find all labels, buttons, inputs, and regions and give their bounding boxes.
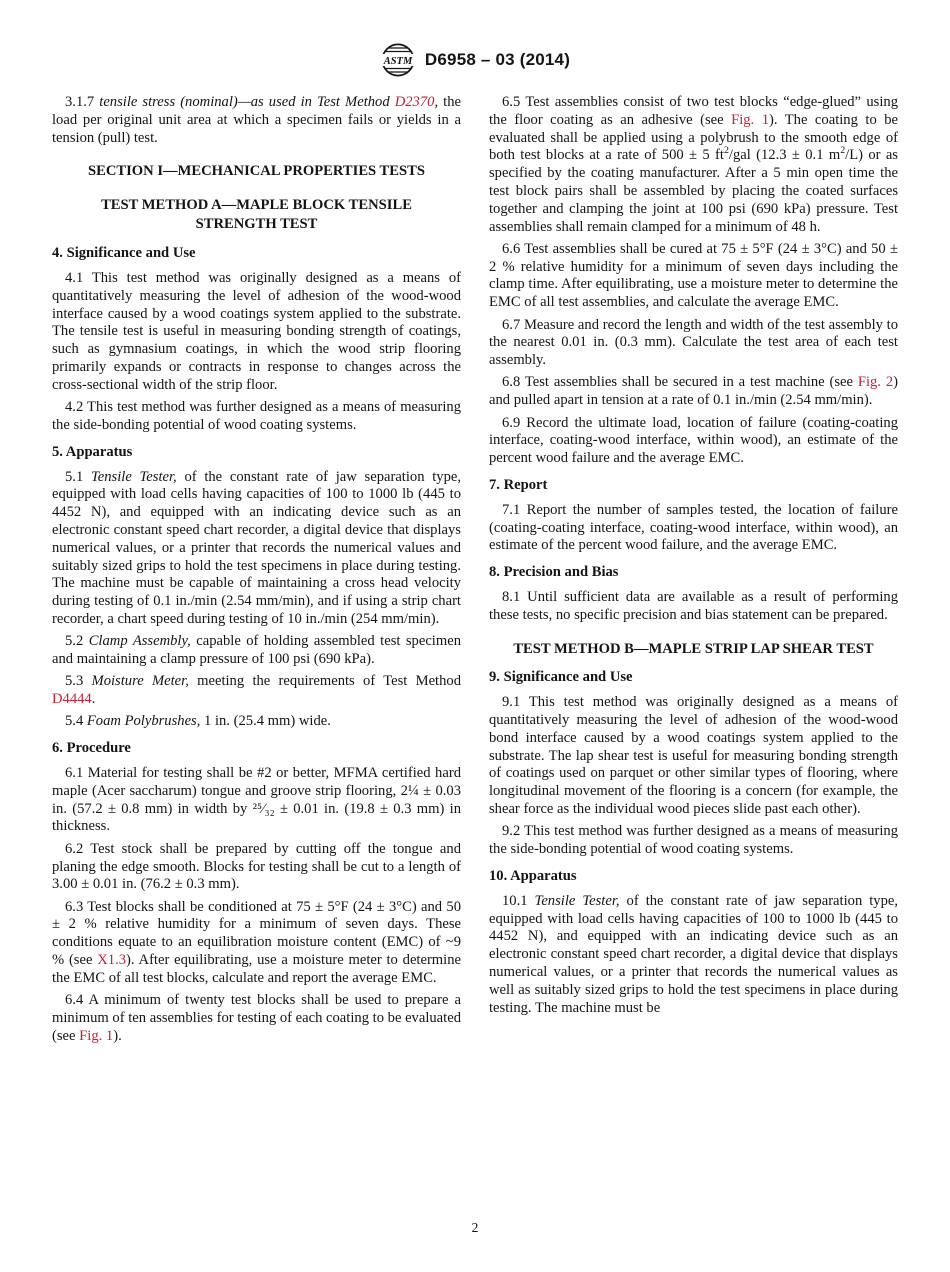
paragraph: 6.9 Record the ultimate load, location of failure (coating-coating interface, coating-wood interface, within wood), an estimate of the percent wood failure and the average EMC. [489,414,898,467]
paragraph: 7.1 Report the number of samples tested, the location of failure (coating-coating interface, coating-wood interface, within wood), an estimate of the percent wood failure, and the average EMC. [489,501,898,554]
paragraph: 6.3 Test blocks shall be conditioned at 75 ± 5°F (24 ± 3°C) and 50 ± 2 % relative humidity for a minimum of seven days. These conditions equate to an equilibration moisture content (EMC) of ~9 % (see X1.3). After equilibrating, use a moisture meter to determine the EMC of all test blocks, calculate and report the average EMC. [52,898,461,986]
section-heading: 4. Significance and Use [52,245,196,262]
paragraph: 9.1 This test method was originally designed as a means of quantitatively measuring the level of adhesion of the wood-wood bond interface caused by a wood coatings system applied to the substrate. The lap shear test is useful for measuring bonding strength of coatings used on parquet or other similar types of flooring, where longitudinal movement of the flooring is a concern (for example, the shear force as the individual wood pieces slide past each other). [489,694,898,818]
astm-logo-text: ASTM [383,55,413,67]
superscript: 2 [840,145,846,157]
italic-text: tensile stress (nominal)—as used in Test Method [99,94,390,110]
paragraph: 6.6 Test assemblies shall be cured at 75 ± 5°F (24 ± 3°C) and 50 ± 2 % relative humidity for a minimum of seven days including the clamp time. After equilibrating, use a moisture meter to determine the EMC of all test assemblies, and calculate the average EMC. [489,240,898,311]
doc-number: D6958 – 03 (2014) [424,50,571,69]
paragraph: 6.8 Test assemblies shall be secured in a test machine (see Fig. 2) and pulled apart in tension at a rate of 0.1 in./min (2.54 mm/min). [489,374,899,409]
paragraph: 4.1 This test method was originally designed as a means of quantitatively measuring the level of adhesion of the wood-wood interface caused by a wood coatings system applied to the substrate. The tensile test is useful in measuring bonding strength of coatings, such as gymnasium coatings, in which the wood strip flooring primarily expands or contracts in response to changes across the cross-sectional width of the strip floor. [52,270,461,393]
section-heading: 5. Apparatus [52,443,133,460]
reference-link[interactable]: Fig. 1 [79,1027,114,1044]
column-right [489,94,898,1050]
paragraph: 5.4 Foam Polybrushes, 1 in. (25.4 mm) wide. [65,713,331,730]
astm-logo-icon [380,42,416,78]
reference-link[interactable]: X1.3 [97,951,127,968]
paragraph: 6.2 Test stock shall be prepared by cutting off the tongue and planing the edge smooth. Blocks for testing shall be cut to a length of 3.00 ± 0.01 in. (76.2 ± 0.3 mm). [52,840,461,893]
italic-text: Clamp Assembly, [88,633,191,650]
section-heading: 9. Significance and Use [489,669,633,686]
page-number: 2 [471,1220,479,1235]
paragraph: 8.1 Until sufficient data are available as a result of performing these tests, no specific precision and bias statement can be prepared. [489,588,898,623]
paragraph: 9.2 This test method was further designed as a means of measuring the side-bonding potential of wood coating systems. [489,823,898,858]
section-heading: 6. Procedure [52,740,131,757]
document-body [0,78,950,1050]
superscript: 2 [723,145,729,157]
doc-header [0,0,950,78]
paragraph: 5.3 Moisture Meter, meeting the requirements of Test Method D4444. [52,673,462,708]
paragraph: 6.4 A minimum of twenty test blocks shall be used to prepare a minimum of ten assemblies for testing of each coating to be evaluated (see Fig. 1). [52,992,461,1044]
column-left [52,94,461,1050]
paragraph: 6.7 Measure and record the length and width of the test assembly to the nearest 0.01 in. (0.3 mm). Calculate the test area of each test assembly. [489,316,898,369]
reference-link[interactable]: Fig. 2 [857,374,894,391]
italic-text: Moisture Meter, [91,673,189,690]
paragraph: 6.5 Test assemblies consist of two test blocks “edge-glued” using the floor coating as an adhesive (see Fig. 1). The coating to be evaluated shall be applied using a polybrush to the smooth edge of both test blocks at a rate of 500 ± 5 $ft^2$/gal (12.3 ± 0.1 $m^2/L$) or as specified by the coating manufacturer. After a 5 min open time the test block pairs shall be assembled by placing the coated surfaces together and clamping the joint at 100 psi (690 kPa) pressure. Test assemblies shall remain clamped for a minimum of 48 h. [489,94,899,235]
paragraph: 4.2 This test method was further designed as a means of measuring the side-bonding potential of wood coating systems. [52,399,461,433]
paragraph: 6.1 Material for testing shall be #2 or better, MFMA certified hard maple (Acer saccharum) tongue and groove strip flooring, 2¼ ± 0.03 in. (57.2 ± 0.8 mm) in width by ²⁵⁄₃₂ ± 0.01 in. (19.8 ± 0.3 mm) in thickness. [52,765,461,835]
paragraph: 5.2 Clamp Assembly, capable of holding assembled test specimen and maintaining a clamp pressure of 100 psi (690 kPa). [52,633,461,668]
paragraph: 5.1 Tensile Tester, of the constant rate of jaw separation type, equipped with load cells having capacities of 100 to 1000 lb (445 to 4452 N), and equipped with an indicating device such as an electronic constant speed chart recorder, a digital device that displays numerical values, or a printer that records the numerical values and suitably sized grips to hold the test specimens in place during testing. The machine must be capable of maintaining a cross head velocity during testing of 0.1 in./min (2.54 mm/min), and if using a strip chart recorder, a chart speed during testing of 10 in./min (254 mm/min). [52,468,462,627]
doc-footer [0,1220,950,1236]
italic-text: Tensile Tester, [90,468,177,485]
reference-link[interactable]: D4444 [52,691,92,708]
paragraph: 10.1 Tensile Tester, of the constant rate of jaw separation type, equipped with load cells having capacities of 100 to 1000 lb (445 to 4452 N), and equipped with an indicating device such as an electronic constant speed chart recorder, a digital device that displays numerical values, or a printer that records the numerical values as well as suitably sized grips to hold the test specimens in place during testing. The machine must be [489,892,899,1016]
section-heading: 7. Report [489,476,548,493]
italic-text: Tensile Tester, [534,892,620,909]
centered-heading: TEST METHOD B—MAPLE STRIP LAP SHEAR TEST [513,640,874,657]
centered-heading: TEST METHOD A—MAPLE BLOCK TENSILE STRENGTH TEST [101,197,412,233]
italic-text: Foam Polybrushes, [86,713,201,730]
paragraph: 3.1.7 tensile stress (nominal)—as used in Test Method D2370, the load per original unit area at which a specimen fails or yields in a tension (pull) test. [52,94,461,146]
centered-heading: SECTION I—MECHANICAL PROPERTIES TESTS [88,163,425,180]
reference-link[interactable]: Fig. 1 [731,111,770,128]
section-heading: 10. Apparatus [489,867,577,884]
reference-link[interactable]: D2370 [394,94,435,110]
section-heading: 8. Precision and Bias [489,564,619,581]
